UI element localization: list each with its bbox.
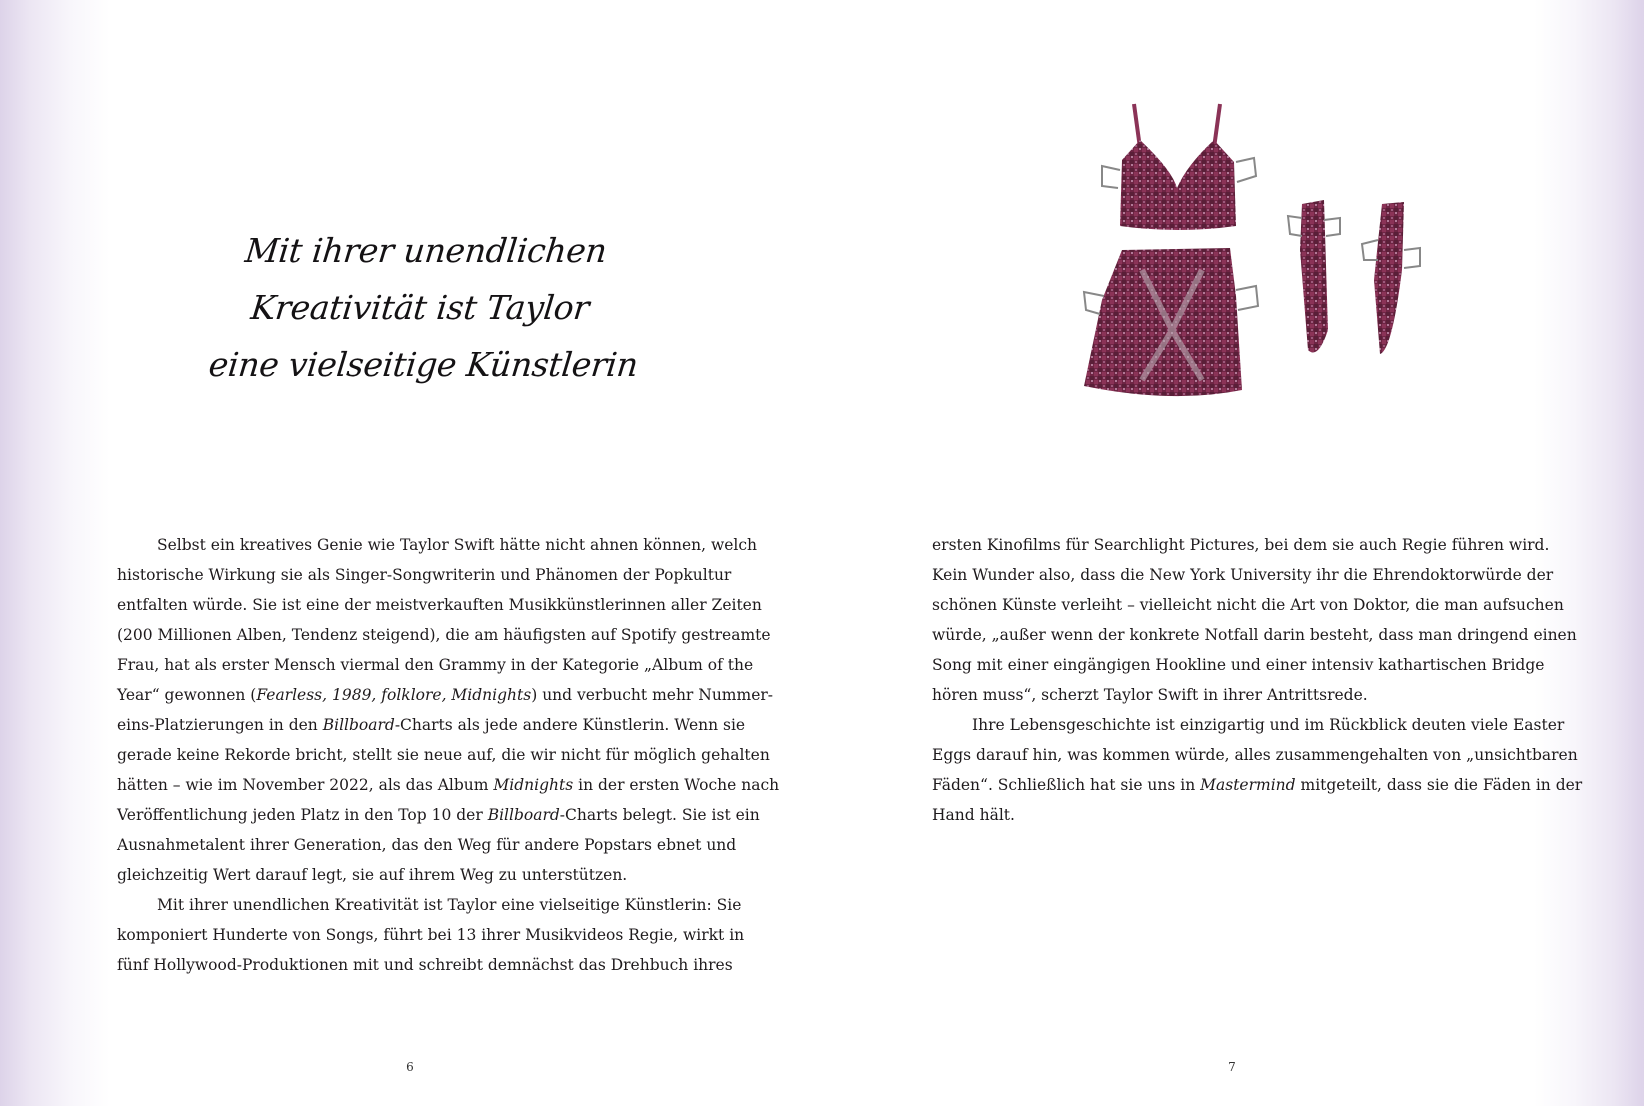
text-line: ersten Kinofilms für Searchlight Pictures, bei dem sie auch Regie führen wird. [932,536,1550,554]
text-line: komponiert Hunderte von Songs, führt bei 13 ihrer Musikvideos Regie, wirkt in [117,926,745,944]
italic-title: Billboard [322,716,395,734]
text-line: Kein Wunder also, dass die New York University ihr die Ehrendoktorwürde der [932,566,1554,584]
skirt [1084,248,1242,396]
text-segment: hätten – wie im November 2022, als das Album [117,776,494,794]
body-text-right [932,530,1583,830]
boot-right [1374,202,1404,354]
text-line: Ausnahmetalent ihrer Generation, das den Weg für andere Popstars ebnet und [117,836,737,854]
text-segment: Veröffentlichung jeden Platz in den Top 10 der [117,806,488,824]
text-line: historische Wirkung sie als Singer-Songwriterin und Phänomen der Popkultur [117,566,732,584]
pull-quote [206,222,640,393]
tab [1102,166,1120,188]
text-line [932,770,1583,800]
text-line [117,680,774,710]
text-segment: mitgeteilt, dass sie die Fäden in der [1295,776,1583,794]
text-line: Hand hält. [932,806,1015,824]
body-text-left [117,530,780,980]
text-segment: -Charts belegt. Sie ist ein [559,806,760,824]
text-line: Mit ihrer unendlichen Kreativität ist Taylor eine vielseitige Künstlerin: Sie [157,896,742,914]
page-number-left: 6 [406,1060,414,1074]
text-segment: ) und verbucht mehr Nummer- [531,686,774,704]
text-segment: in der ersten Woche nach [573,776,780,794]
text-segment: eins-Platzierungen in den [117,716,323,734]
text-segment: Year“ gewonnen ( [117,686,257,704]
tab [1404,248,1420,268]
quote-line: Mit ihrer unendlichen [243,231,609,270]
sequin-outfit-illustration [1022,100,1442,430]
italic-title: Midnights [493,776,574,794]
text-line: würde, „außer wenn der konkrete Notfall darin besteht, dass man dringend einen [932,626,1577,644]
text-line [117,770,780,800]
tab [1362,240,1378,260]
text-line: Frau, hat als erster Mensch viermal den Grammy in der Kategorie „Album of the [117,656,754,674]
text-line: Song mit einer eingängigen Hookline und einer intensiv kathartischen Bridge [932,656,1545,674]
text-line: fünf Hollywood-Produktionen mit und schreibt demnächst das Drehbuch ihres [117,956,733,974]
tab [1236,158,1256,182]
text-line: entfalten würde. Sie ist eine der meistverkauften Musikkünstlerinnen aller Zeiten [117,596,762,614]
crop-top [1120,140,1236,230]
text-line [117,710,746,740]
italic-title: Mastermind [1200,776,1296,794]
tab [1236,286,1258,310]
text-segment: -Charts als jede andere Künstlerin. Wenn sie [394,716,746,734]
text-segment: Fäden“. Schließlich hat sie uns in [932,776,1201,794]
quote-line: eine vielseitige Künstlerin [206,345,640,384]
page-number-right: 7 [1228,1060,1236,1074]
text-line: schönen Künste verleiht – vielleicht nicht die Art von Doktor, die man aufsuchen [932,596,1564,614]
text-line: (200 Millionen Alben, Tendenz steigend), die am häufigsten auf Spotify gestreamte [117,626,771,644]
text-line: Ihre Lebensgeschichte ist einzigartig und im Rückblick deuten viele Easter [972,716,1565,734]
italic-title: Billboard [487,806,560,824]
text-line: Selbst ein kreatives Genie wie Taylor Swift hätte nicht ahnen können, welch [157,536,758,554]
boot-left [1300,200,1328,353]
right-page [822,0,1644,1106]
text-line: Eggs darauf hin, was kommen würde, alles zusammengehalten von „unsichtbaren [932,746,1578,764]
tab [1288,216,1302,236]
text-line [117,800,760,830]
italic-title: Fearless, 1989, folklore, Midnights [256,686,532,704]
quote-line: Kreativität ist Taylor [248,288,592,327]
text-line: gleichzeitig Wert darauf legt, sie auf ihrem Weg zu unterstützen. [117,866,628,884]
text-line: hören muss“, scherzt Taylor Swift in ihrer Antrittsrede. [932,686,1368,704]
text-line: gerade keine Rekorde bricht, stellt sie neue auf, die wir nicht für möglich gehalten [117,746,770,764]
tab [1324,218,1340,236]
